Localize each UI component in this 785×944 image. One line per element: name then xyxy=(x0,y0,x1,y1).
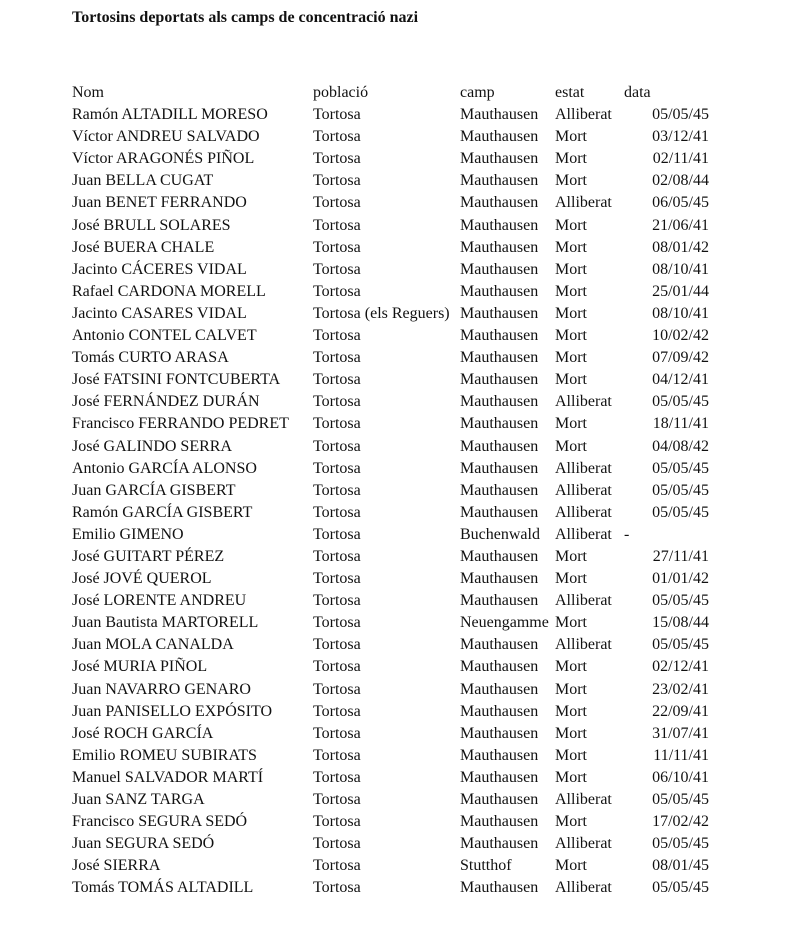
cell-data: 01/01/42 xyxy=(652,570,709,588)
cell-camp: Mauthausen xyxy=(460,194,539,212)
table-row xyxy=(72,679,752,701)
cell-estat: Mort xyxy=(555,680,587,698)
cell-nom: José GUITART PÉREZ xyxy=(72,547,225,565)
cell-camp: Mauthausen xyxy=(460,481,539,499)
cell-data: 05/05/45 xyxy=(652,481,709,499)
cell-camp: Mauthausen xyxy=(460,282,539,300)
cell-estat: Alliberat xyxy=(555,194,612,212)
cell-estat: Alliberat xyxy=(555,636,612,654)
table-row xyxy=(72,237,752,259)
table-row xyxy=(72,811,752,833)
cell-estat: Alliberat xyxy=(555,525,612,543)
cell-data: 08/01/42 xyxy=(652,238,709,256)
cell-data: 08/10/41 xyxy=(652,304,709,322)
cell-data: 18/11/41 xyxy=(652,415,709,433)
cell-estat: Mort xyxy=(555,702,587,720)
table-row xyxy=(72,347,752,369)
cell-nom: Emilio ROMEU SUBIRATS xyxy=(72,746,257,764)
table-row xyxy=(72,436,752,458)
cell-camp: Mauthausen xyxy=(460,216,539,234)
cell-data: 25/01/44 xyxy=(652,282,709,300)
header-data: data xyxy=(624,84,651,101)
cell-nom: Francisco SEGURA SEDÓ xyxy=(72,813,248,831)
cell-poblacio: Tortosa xyxy=(313,349,361,367)
cell-poblacio: Tortosa xyxy=(313,680,361,698)
cell-data: 11/11/41 xyxy=(653,746,709,764)
cell-camp: Stutthof xyxy=(460,857,512,875)
cell-data: 21/06/41 xyxy=(652,216,709,234)
cell-poblacio: Tortosa xyxy=(313,415,361,433)
cell-data: 04/08/42 xyxy=(652,437,709,455)
table-row xyxy=(72,192,752,214)
cell-data: 06/10/41 xyxy=(652,768,709,786)
cell-data: 05/05/45 xyxy=(652,835,709,853)
cell-estat: Mort xyxy=(555,349,587,367)
cell-poblacio: Tortosa xyxy=(313,525,361,543)
deportees-table xyxy=(72,82,752,899)
cell-data: 08/10/41 xyxy=(652,260,709,278)
cell-camp: Mauthausen xyxy=(460,503,539,521)
table-row xyxy=(72,413,752,435)
cell-estat: Alliberat xyxy=(555,791,612,808)
cell-nom: Antonio CONTEL CALVET xyxy=(72,327,257,345)
cell-estat: Mort xyxy=(555,371,587,389)
cell-camp: Mauthausen xyxy=(460,680,539,698)
cell-data: 27/11/41 xyxy=(652,547,709,565)
table-row xyxy=(72,767,752,789)
cell-nom: José SIERRA xyxy=(72,857,161,875)
cell-data: 05/05/45 xyxy=(652,636,709,654)
cell-nom: Juan NAVARRO GENARO xyxy=(72,680,251,698)
cell-poblacio: Tortosa xyxy=(313,371,361,389)
cell-poblacio: Tortosa xyxy=(313,835,361,853)
table-row xyxy=(72,148,752,170)
cell-poblacio: Tortosa xyxy=(313,592,361,610)
table-row xyxy=(72,502,752,524)
document-title: Tortosins deportats als camps de concentració nazi xyxy=(72,9,419,26)
cell-data: 22/09/41 xyxy=(652,702,709,720)
cell-data: 17/02/42 xyxy=(652,813,709,831)
cell-camp: Mauthausen xyxy=(460,437,539,455)
cell-camp: Mauthausen xyxy=(460,547,539,565)
cell-poblacio: Tortosa xyxy=(313,570,361,588)
cell-camp: Mauthausen xyxy=(460,879,539,897)
table-row xyxy=(72,590,752,612)
cell-camp: Mauthausen xyxy=(460,702,539,720)
cell-nom: José LORENTE ANDREU xyxy=(72,592,247,610)
table-row xyxy=(72,789,752,811)
table-row xyxy=(72,524,752,546)
header-camp: camp xyxy=(460,84,495,101)
table-row xyxy=(72,215,752,237)
cell-nom: Manuel SALVADOR MARTÍ xyxy=(72,768,264,786)
cell-poblacio: Tortosa xyxy=(313,768,361,786)
table-row xyxy=(72,170,752,192)
table-row xyxy=(72,612,752,634)
cell-nom: Juan SANZ TARGA xyxy=(72,791,205,808)
cell-estat: Mort xyxy=(555,746,587,764)
table-row xyxy=(72,546,752,568)
cell-estat: Mort xyxy=(555,813,587,831)
table-row xyxy=(72,281,752,303)
cell-estat: Mort xyxy=(555,547,587,565)
table-row xyxy=(72,656,752,678)
cell-data: 05/05/45 xyxy=(652,106,709,124)
cell-estat: Alliberat xyxy=(555,592,612,610)
cell-camp: Mauthausen xyxy=(460,393,539,411)
cell-nom: Francisco FERRANDO PEDRET xyxy=(72,415,289,433)
table-row xyxy=(72,458,752,480)
cell-nom: José GALINDO SERRA xyxy=(72,437,232,455)
cell-camp: Mauthausen xyxy=(460,150,539,168)
cell-estat: Mort xyxy=(555,128,587,146)
table-row xyxy=(72,369,752,391)
cell-nom: Emilio GIMENO xyxy=(72,525,184,543)
cell-estat: Mort xyxy=(555,724,587,742)
table-row xyxy=(72,723,752,745)
cell-estat: Mort xyxy=(555,304,587,322)
cell-nom: Antonio GARCÍA ALONSO xyxy=(72,459,257,477)
cell-estat: Mort xyxy=(555,768,587,786)
cell-nom: José JOVÉ QUEROL xyxy=(72,570,212,588)
cell-poblacio: Tortosa xyxy=(313,128,361,146)
cell-estat: Mort xyxy=(555,216,587,234)
cell-estat: Alliberat xyxy=(555,879,612,897)
cell-data: 05/05/45 xyxy=(652,879,709,897)
cell-data: 02/11/41 xyxy=(652,150,709,168)
table-row xyxy=(72,104,752,126)
cell-camp: Mauthausen xyxy=(460,658,539,676)
cell-nom: Tomás TOMÁS ALTADILL xyxy=(72,879,254,897)
cell-nom: José ROCH GARCÍA xyxy=(72,724,214,742)
cell-poblacio: Tortosa xyxy=(313,260,361,278)
cell-estat: Mort xyxy=(555,437,587,455)
cell-data: 06/05/45 xyxy=(652,194,709,212)
cell-poblacio: Tortosa xyxy=(313,503,361,521)
cell-poblacio: Tortosa xyxy=(313,459,361,477)
cell-poblacio: Tortosa xyxy=(313,437,361,455)
cell-nom: Ramón GARCÍA GISBERT xyxy=(72,503,253,521)
cell-camp: Mauthausen xyxy=(460,813,539,831)
cell-data: 02/12/41 xyxy=(652,658,709,676)
header-estat: estat xyxy=(555,84,585,101)
cell-estat: Mort xyxy=(555,172,587,190)
cell-data: 23/02/41 xyxy=(652,680,709,698)
cell-data: 03/12/41 xyxy=(652,128,709,146)
cell-poblacio: Tortosa xyxy=(313,636,361,654)
cell-camp: Mauthausen xyxy=(460,260,539,278)
cell-poblacio: Tortosa xyxy=(313,106,361,124)
cell-data: 05/05/45 xyxy=(652,459,709,477)
cell-nom: Víctor ANDREU SALVADO xyxy=(72,128,260,146)
cell-poblacio: Tortosa xyxy=(313,282,361,300)
table-row xyxy=(72,701,752,723)
cell-data: - xyxy=(624,525,630,543)
cell-nom: Juan GARCÍA GISBERT xyxy=(72,481,236,499)
cell-poblacio: Tortosa xyxy=(313,238,361,256)
cell-estat: Alliberat xyxy=(555,835,612,853)
cell-nom: Juan BENET FERRANDO xyxy=(72,194,247,212)
cell-camp: Mauthausen xyxy=(460,835,539,853)
cell-nom: Jacinto CÁCERES VIDAL xyxy=(72,260,247,278)
cell-camp: Buchenwald xyxy=(460,525,540,543)
table-row xyxy=(72,303,752,325)
cell-camp: Mauthausen xyxy=(460,327,539,345)
cell-estat: Mort xyxy=(555,260,587,278)
cell-camp: Mauthausen xyxy=(460,592,539,610)
cell-poblacio: Tortosa xyxy=(313,547,361,565)
cell-nom: Rafael CARDONA MORELL xyxy=(72,282,266,300)
cell-camp: Mauthausen xyxy=(460,106,539,124)
table-row xyxy=(72,833,752,855)
cell-camp: Mauthausen xyxy=(460,724,539,742)
cell-camp: Mauthausen xyxy=(460,415,539,433)
cell-poblacio: Tortosa xyxy=(313,813,361,831)
cell-data: 10/02/42 xyxy=(652,327,709,345)
cell-nom: José FERNÁNDEZ DURÁN xyxy=(72,393,260,411)
cell-estat: Mort xyxy=(555,415,587,433)
table-row xyxy=(72,877,752,899)
cell-nom: Jacinto CASARES VIDAL xyxy=(72,304,247,322)
cell-poblacio: Tortosa xyxy=(313,857,361,875)
cell-data: 08/01/45 xyxy=(652,857,709,875)
cell-camp: Mauthausen xyxy=(460,636,539,654)
header-poblacio: població xyxy=(313,84,369,101)
cell-data: 05/05/45 xyxy=(652,791,709,808)
cell-camp: Mauthausen xyxy=(460,570,539,588)
cell-nom: Ramón ALTADILL MORESO xyxy=(72,106,268,124)
cell-data: 31/07/41 xyxy=(652,724,709,742)
table-row xyxy=(72,855,752,877)
cell-camp: Mauthausen xyxy=(460,238,539,256)
cell-estat: Mort xyxy=(555,238,587,256)
cell-camp: Mauthausen xyxy=(460,349,539,367)
cell-data: 04/12/41 xyxy=(652,371,709,389)
cell-data: 02/08/44 xyxy=(652,172,709,190)
cell-estat: Alliberat xyxy=(555,459,612,477)
table-row xyxy=(72,126,752,148)
cell-nom: Víctor ARAGONÉS PIÑOL xyxy=(72,150,255,168)
cell-data: 05/05/45 xyxy=(652,503,709,521)
cell-poblacio: Tortosa xyxy=(313,724,361,742)
cell-nom: Juan SEGURA SEDÓ xyxy=(72,835,215,853)
cell-poblacio: Tortosa xyxy=(313,879,361,897)
cell-poblacio: Tortosa xyxy=(313,702,361,720)
cell-poblacio: Tortosa xyxy=(313,327,361,345)
cell-estat: Mort xyxy=(555,327,587,345)
cell-poblacio: Tortosa xyxy=(313,746,361,764)
cell-poblacio: Tortosa xyxy=(313,791,361,808)
header-nom: Nom xyxy=(72,84,104,101)
cell-nom: Juan Bautista MARTORELL xyxy=(72,614,259,632)
cell-estat: Alliberat xyxy=(555,106,612,124)
table-row xyxy=(72,259,752,281)
cell-nom: José BUERA CHALE xyxy=(72,238,215,256)
cell-camp: Mauthausen xyxy=(460,304,539,322)
cell-estat: Mort xyxy=(555,570,587,588)
cell-nom: Tomás CURTO ARASA xyxy=(72,349,229,367)
cell-data: 07/09/42 xyxy=(652,349,709,367)
cell-estat: Mort xyxy=(555,150,587,168)
cell-nom: Juan MOLA CANALDA xyxy=(72,636,234,654)
table-header-row xyxy=(72,82,752,104)
cell-camp: Neuengamme xyxy=(460,614,549,632)
cell-poblacio: Tortosa xyxy=(313,216,361,234)
cell-poblacio: Tortosa xyxy=(313,194,361,212)
cell-nom: José FATSINI FONTCUBERTA xyxy=(72,371,281,389)
cell-camp: Mauthausen xyxy=(460,768,539,786)
cell-data: 15/08/44 xyxy=(652,614,709,632)
cell-estat: Alliberat xyxy=(555,481,612,499)
cell-nom: Juan BELLA CUGAT xyxy=(72,172,214,190)
cell-poblacio: Tortosa xyxy=(313,150,361,168)
cell-estat: Mort xyxy=(555,857,587,875)
cell-poblacio: Tortosa xyxy=(313,393,361,411)
cell-camp: Mauthausen xyxy=(460,128,539,146)
table-row xyxy=(72,634,752,656)
cell-estat: Alliberat xyxy=(555,393,612,411)
cell-nom: José MURIA PIÑOL xyxy=(72,658,208,676)
cell-poblacio: Tortosa xyxy=(313,481,361,499)
cell-poblacio: Tortosa (els Reguers) xyxy=(313,304,450,322)
cell-estat: Mort xyxy=(555,282,587,300)
table-row xyxy=(72,325,752,347)
table-body xyxy=(72,104,752,899)
cell-estat: Mort xyxy=(555,614,587,632)
cell-camp: Mauthausen xyxy=(460,371,539,389)
cell-camp: Mauthausen xyxy=(460,172,539,190)
table-row xyxy=(72,568,752,590)
cell-estat: Mort xyxy=(555,658,587,676)
cell-data: 05/05/45 xyxy=(652,393,709,411)
cell-camp: Mauthausen xyxy=(460,459,539,477)
table-row xyxy=(72,745,752,767)
cell-nom: Juan PANISELLO EXPÓSITO xyxy=(72,702,273,720)
cell-poblacio: Tortosa xyxy=(313,172,361,190)
table-row xyxy=(72,480,752,502)
cell-data: 05/05/45 xyxy=(652,592,709,610)
cell-poblacio: Tortosa xyxy=(313,658,361,676)
cell-camp: Mauthausen xyxy=(460,791,539,808)
cell-estat: Alliberat xyxy=(555,503,612,521)
cell-nom: José BRULL SOLARES xyxy=(72,216,231,234)
cell-poblacio: Tortosa xyxy=(313,614,361,632)
cell-camp: Mauthausen xyxy=(460,746,539,764)
table-row xyxy=(72,391,752,413)
